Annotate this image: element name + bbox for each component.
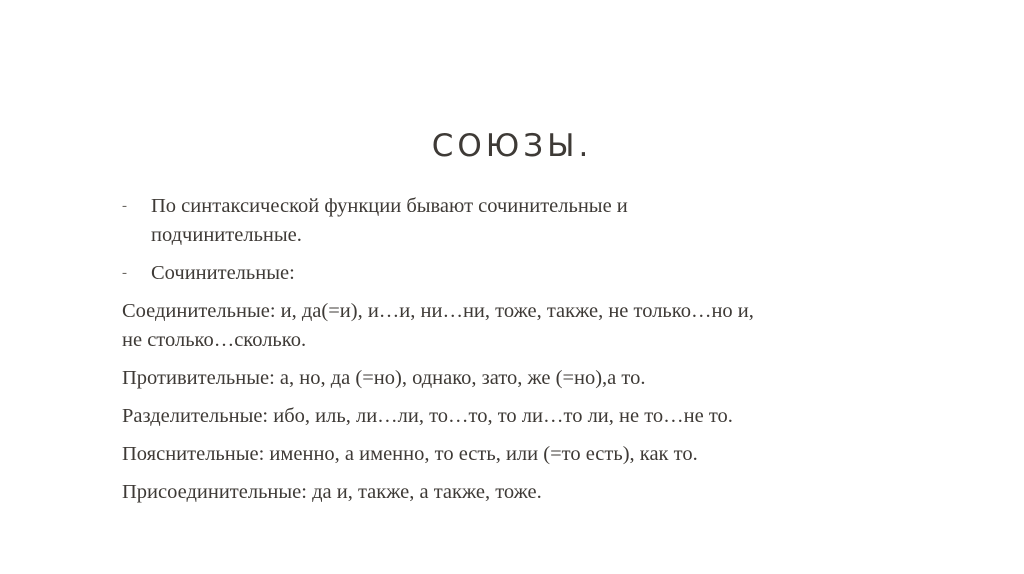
bullet-item <box>122 259 902 288</box>
paragraph-line: не столько…сколько. <box>122 329 307 351</box>
bullet-text-line: По синтаксической функции бывают сочинительные и <box>151 195 628 217</box>
paragraph-adversative <box>122 364 902 393</box>
paragraph-explanatory <box>122 440 902 469</box>
slide-title: СОЮЗЫ. <box>431 128 593 164</box>
bullet-text-line: Сочинительные: <box>151 262 295 284</box>
paragraph-line: Пояснительные: именно, а именно, то есть, или (=то есть), как то. <box>122 443 698 465</box>
paragraph-line: Разделительные: ибо, иль, ли…ли, то…то, то ли…то ли, не то…не то. <box>122 405 733 427</box>
paragraph-line: Соединительные: и, да(=и), и…и, ни…ни, тоже, также, не только…но и, <box>122 300 754 322</box>
paragraph-connective <box>122 297 902 355</box>
paragraph-line: Присоединительные: да и, также, а также, тоже. <box>122 481 542 503</box>
bullet-text-line: подчинительные. <box>151 224 302 246</box>
bullet-item <box>122 192 902 250</box>
bullet-dash: - <box>122 265 127 281</box>
paragraph-disjunctive <box>122 402 902 431</box>
bullet-dash: - <box>122 198 127 214</box>
paragraph-additive <box>122 478 902 507</box>
paragraph-line: Противительные: а, но, да (=но), однако, зато, же (=но),а то. <box>122 367 646 389</box>
slide-body <box>122 192 902 516</box>
